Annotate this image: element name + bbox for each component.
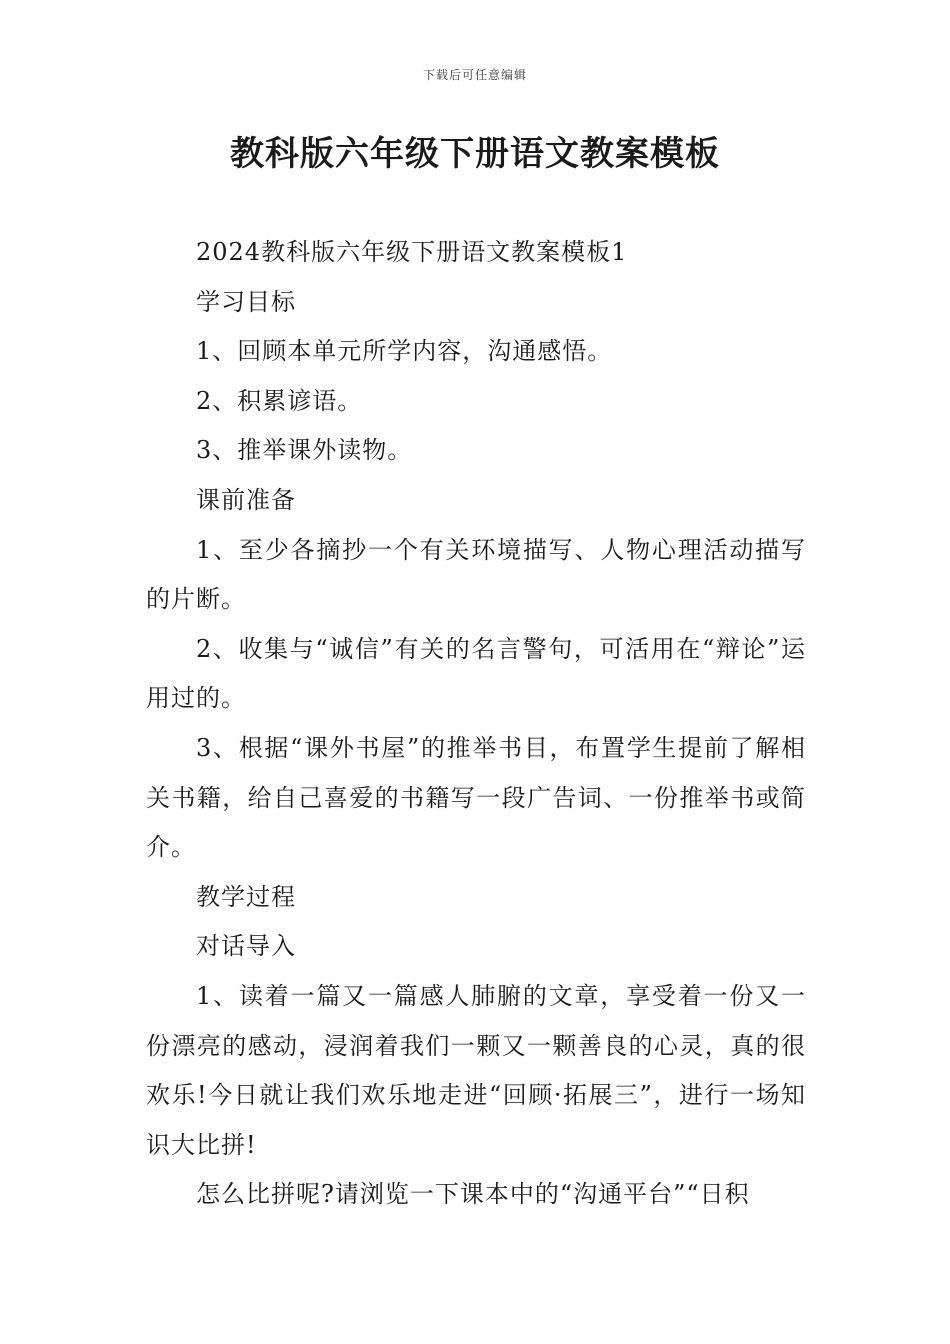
document-body [146, 228, 806, 1220]
paragraph-preparation-3: 3、根据“课外书屋”的推举书目，布置学生提前了解相关书籍，给自己喜爱的书籍写一段广告词、一份推举书或简介。 [146, 733, 806, 862]
paragraph-preparation-1: 1、至少各摘抄一个有关环境描写、人物心理活动描写的片断。 [146, 535, 806, 614]
paragraph-intro-1: 1、读着一篇又一篇感人肺腑的文章，享受着一份又一份漂亮的感动，浸润着我们一颗又一颗善良的心灵，真的很欢乐!今日就让我们欢乐地走进“回顾·拓展三”，进行一场知识大比拼! [146, 981, 806, 1159]
paragraph-goal-2: 2、积累谚语。 [196, 386, 363, 415]
document-title: 教科版六年级下册语文教案模板 [230, 134, 720, 174]
paragraph-goal-1: 1、回顾本单元所学内容，沟通感悟。 [196, 337, 613, 366]
paragraph-intro-2: 怎么比拼呢?请浏览一下课本中的“沟通平台”“日积 [196, 1180, 750, 1209]
page-header-note: 下载后可任意编辑 [422, 68, 527, 82]
paragraph-template-heading: 2024教科版六年级下册语文教案模板1 [196, 238, 628, 266]
paragraph-learning-goals-heading: 学习目标 [196, 287, 296, 316]
paragraph-dialogue-intro-heading: 对话导入 [196, 932, 296, 961]
paragraph-preparation-heading: 课前准备 [196, 485, 296, 514]
paragraph-goal-3: 3、推举课外读物。 [196, 436, 413, 465]
paragraph-process-heading: 教学过程 [196, 882, 296, 911]
paragraph-preparation-2: 2、收集与“诚信”有关的名言警句，可活用在“辩论”运用过的。 [146, 634, 806, 713]
